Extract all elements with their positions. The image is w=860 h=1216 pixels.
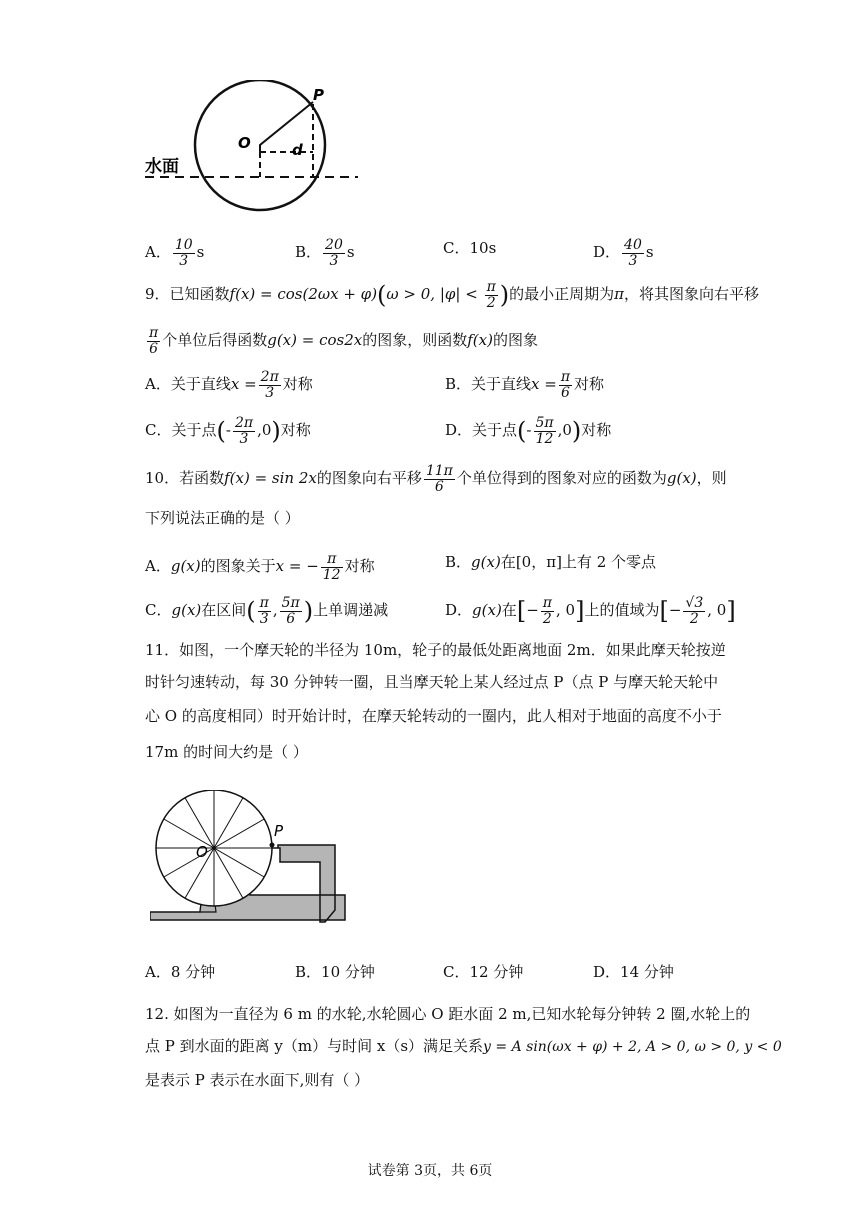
q10-option-b	[445, 552, 656, 572]
text: 对称	[574, 375, 605, 394]
frac-num: 5π	[281, 595, 300, 611]
text: 对称	[280, 421, 311, 440]
text: 10．若函数	[145, 469, 225, 488]
label-water: 水面	[145, 157, 179, 177]
fig-label-P: P	[274, 822, 284, 840]
frac-den: 2	[486, 294, 496, 311]
option-letter: D．	[445, 421, 473, 440]
option-letter: C．	[443, 239, 470, 257]
text: ，则	[696, 469, 727, 488]
math: [0，π]	[515, 553, 562, 571]
frac-den: 3	[179, 252, 189, 269]
math: ,0	[257, 421, 272, 440]
q10-stem-line2	[145, 508, 300, 528]
frac-num: 11π	[425, 463, 453, 479]
q9-option-d: D．关于点(- $\frac{5\pi}{12}$ ,0)对称	[445, 415, 612, 447]
frac-den: 2	[542, 610, 552, 627]
frac-den: 6	[149, 340, 159, 357]
q8-option-c	[443, 238, 496, 258]
q9-option-c: C．关于点(- $\frac{2\pi}{3}$ ,0)对称	[145, 415, 311, 447]
text: 上的值域为	[584, 601, 660, 620]
text: 的最小正周期为	[509, 285, 615, 304]
text: 时针匀速转动，每 30 分钟转一圈，且当摩天轮上某人经过点 P（点 P 与摩天轮天轮中	[145, 673, 719, 691]
page-footer: 试卷第 3页，共 6页	[367, 1163, 493, 1179]
math: ω > 0, |φ| <	[386, 285, 483, 304]
math: -	[526, 421, 532, 440]
option-letter: D．	[445, 601, 473, 620]
unit: s	[645, 243, 654, 262]
q9-option-b	[445, 370, 604, 400]
frac-den: 12	[535, 430, 554, 447]
frac-den: 3	[329, 252, 339, 269]
frac-den: 6	[560, 384, 570, 401]
frac-num: π	[542, 595, 552, 611]
option-letter: D．	[593, 243, 621, 262]
math: −	[526, 601, 539, 620]
text: 关于点	[171, 421, 217, 440]
frac-den: 2	[689, 610, 699, 627]
frac-den: 6	[286, 610, 296, 627]
water-wheel-figure	[140, 80, 370, 220]
fig-label-O: O	[196, 843, 208, 861]
option-letter: A．	[145, 243, 171, 262]
q11-line3	[145, 706, 722, 726]
q10-option-c: C．g(x)在区间( $\frac{\pi}{3}$ , $\frac{5\pi}{6}$ )上单调递减	[145, 595, 389, 627]
text: 关于直线	[471, 375, 532, 394]
q12-line2	[145, 1036, 782, 1057]
text: 的图象向右平移	[316, 469, 422, 488]
math: π	[614, 285, 625, 304]
option-letter: C．	[145, 421, 172, 440]
math: , 0	[555, 601, 576, 620]
frac-num: π	[486, 279, 496, 295]
math: g(x) = cos2x	[267, 331, 363, 350]
option-letter: B．	[295, 243, 322, 262]
text: 是表示 P 表示在水面下,则有（ ）	[145, 1071, 370, 1089]
q11-option-b: B．10 分钟	[295, 963, 375, 981]
text: 点 P 到水面的距离 y（m）与时间 x（s）满足关系	[145, 1037, 484, 1055]
text: 的图象关于	[200, 557, 276, 576]
frac-den: 3	[259, 610, 269, 627]
math: x =	[230, 375, 257, 394]
text: 在	[501, 601, 517, 620]
frac-num: π	[321, 552, 343, 568]
text: 下列说法正确的是（ ）	[145, 509, 300, 527]
q8-option-a	[145, 238, 204, 268]
option-letter: C．	[145, 601, 172, 620]
label-O: O	[238, 134, 251, 152]
paren-close: )	[499, 281, 510, 310]
frac-den: 3	[628, 252, 638, 269]
math: ,0	[557, 421, 572, 440]
radius-OP	[260, 102, 313, 152]
frac-den: 12	[322, 566, 341, 583]
frac-num: 5π	[535, 415, 554, 431]
frac-num: 20	[325, 237, 343, 253]
math: x =	[531, 375, 557, 394]
option-letter: A．	[145, 375, 171, 394]
q11-option-d: D．14 分钟	[593, 963, 674, 981]
q11-line2	[145, 672, 718, 692]
frac-num: 10	[174, 237, 193, 253]
q11-line1	[145, 640, 726, 660]
frac-den: 3	[239, 430, 249, 447]
frac-num: 2π	[260, 369, 279, 385]
q12-line1	[145, 1004, 750, 1024]
frac-num: π	[149, 325, 159, 341]
text: 的图象	[492, 331, 538, 350]
frac-num: 40	[624, 237, 642, 253]
q11-line4	[145, 742, 308, 762]
math: f(x) = sin 2x	[224, 469, 317, 488]
text: 在	[500, 553, 516, 571]
math: g(x)	[171, 601, 202, 620]
unit: s	[346, 243, 355, 262]
text: 11．如图，一个摩天轮的半径为 10m，轮子的最低处距离地面 2m．如果此摩天轮按逆	[145, 641, 726, 659]
text: 9．已知函数	[145, 285, 230, 304]
q9-option-a	[145, 370, 313, 400]
q9-stem-line2	[145, 326, 538, 356]
text: 对称	[344, 557, 375, 576]
text: 12. 如图为一直径为 6 m 的水轮,水轮圆心 O 距水面 2 m,已知水轮每分钟转 2 圈,水轮上的	[145, 1005, 751, 1023]
math: g(x)	[472, 601, 502, 620]
math: f(x) = cos(2ωx + φ)	[229, 285, 378, 304]
frac-den: 6	[434, 478, 444, 495]
text: 在区间	[201, 601, 247, 620]
frac-num: π	[259, 595, 269, 611]
option-text: 10s	[469, 239, 497, 257]
q8-option-d	[593, 238, 654, 268]
math: -	[225, 421, 231, 440]
option-letter: B．	[445, 375, 472, 394]
text: 上单调递减	[313, 601, 389, 620]
text: 对称	[282, 375, 313, 394]
label-P: P	[313, 86, 324, 104]
text: 关于直线	[170, 375, 231, 394]
q11-option-a: A．8 分钟	[145, 963, 216, 981]
label-d: d	[292, 141, 303, 159]
frac-num: √3	[685, 595, 704, 611]
text: 对称	[581, 421, 612, 440]
q10-option-d: D．g(x)在[− $\frac{\pi}{2}$ , 0]上的值域为[− $\frac{√3}{2}$ , 0]	[445, 595, 736, 627]
paren-open: (	[377, 281, 387, 310]
q11-option-c: C．12 分钟	[443, 963, 524, 981]
text: 的图象，则函数	[362, 331, 468, 350]
frac-num: 2π	[234, 415, 254, 431]
point-P	[270, 843, 275, 848]
math: −	[668, 601, 682, 620]
math: g(x)	[170, 557, 201, 576]
text: 关于点	[472, 421, 518, 440]
math: g(x)	[471, 553, 501, 571]
math: f(x)	[467, 331, 493, 350]
ferris-wheel-figure	[150, 790, 350, 950]
math: g(x)	[666, 469, 697, 488]
q9-stem-line1	[145, 280, 759, 310]
math: , 0	[707, 601, 727, 620]
frac-den: 3	[265, 384, 275, 401]
text: 17m 的时间大约是（ ）	[145, 743, 308, 761]
math: x = −	[275, 557, 319, 576]
text: 上有 2 个零点	[561, 553, 657, 571]
q8-option-b	[295, 238, 355, 268]
q10-option-a	[145, 552, 375, 582]
unit: s	[196, 243, 205, 262]
text: 个单位后得函数	[162, 331, 268, 350]
text: 个单位得到的图象对应的函数为	[456, 469, 667, 488]
text: 心 O 的高度相同）时开始计时，在摩天轮转动的一圈内，此人相对于地面的高度不小于	[145, 707, 722, 725]
option-letter: A．	[145, 557, 171, 576]
math: y = A sin(ωx + φ) + 2, A > 0, ω > 0, y < 0	[483, 1039, 782, 1055]
frac-num: π	[560, 369, 571, 385]
q10-stem-line1	[145, 464, 727, 494]
option-letter: B．	[445, 553, 472, 571]
q12-line3	[145, 1070, 369, 1090]
text: ，将其图象向右平移	[624, 285, 760, 304]
